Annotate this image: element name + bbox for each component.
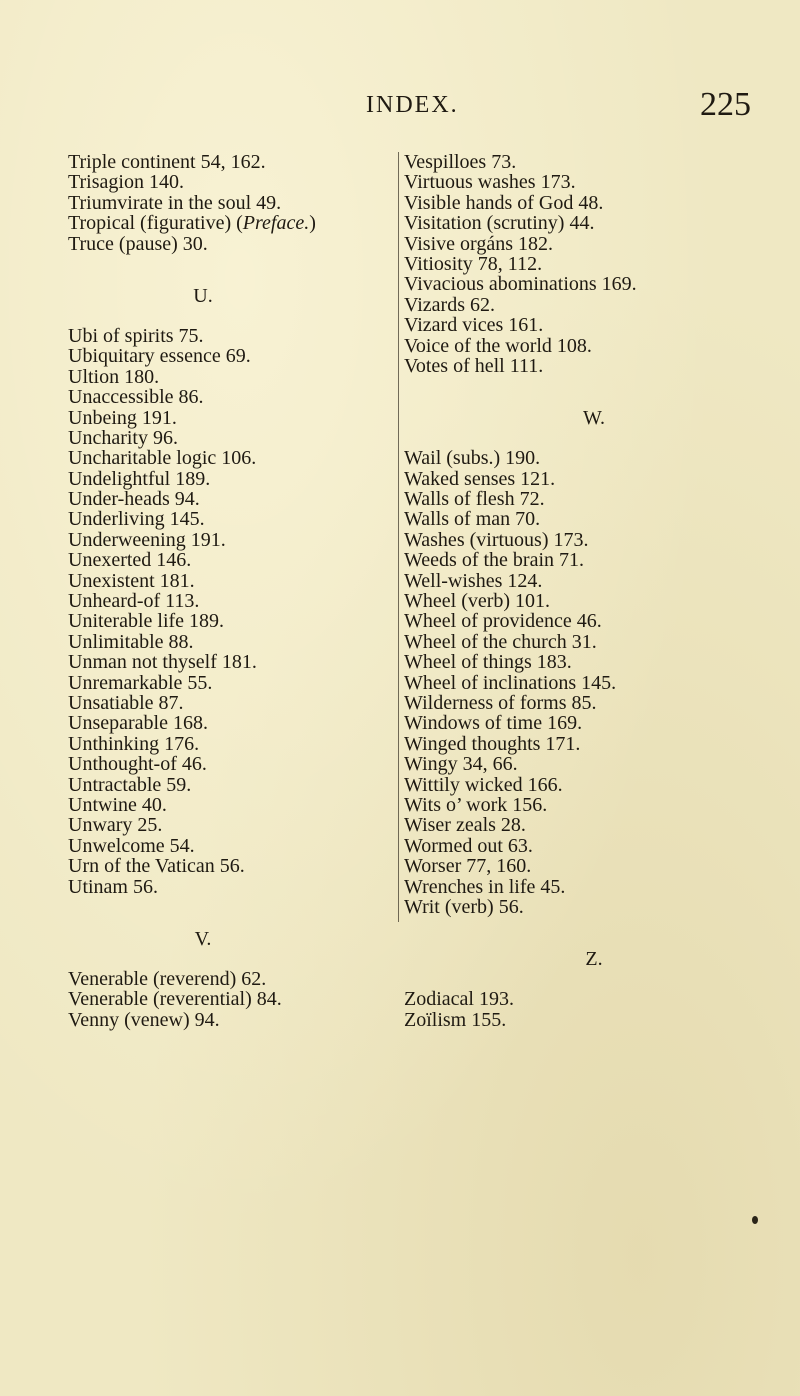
work-title-italic: Preface. (242, 212, 310, 235)
column-divider (398, 152, 399, 922)
page-number: 225 (700, 86, 751, 123)
index-entry: Unseparable 168. (68, 712, 208, 735)
index-entry: Vivacious abominations 169. (404, 273, 637, 296)
index-entry: Ubi of spirits 75. (68, 324, 204, 347)
index-entry: Wingy 34, 66. (404, 753, 518, 776)
index-entry: Uniterable life 189. (68, 610, 225, 633)
right-column (404, 152, 764, 1030)
section-heading-v: V. (194, 927, 212, 950)
u-entries-list (68, 326, 398, 897)
index-entry: Truce (pause) 30. (68, 232, 208, 255)
index-entry: Triple continent 54, 162. (68, 151, 266, 173)
index-entry: Wheel of providence 46. (404, 610, 602, 633)
index-entry: Wittily wicked 166. (404, 773, 563, 796)
index-entry: Unthought-of 46. (68, 753, 207, 776)
index-entry: Venerable (reverend) 62. (68, 967, 267, 990)
index-entry: Wail (subs.) 190. (404, 447, 541, 470)
index-entry: Wheel of things 183. (404, 651, 572, 674)
index-entry: Zoïlism 155. (404, 1008, 507, 1031)
index-entry: Urn of the Vatican 56. (68, 855, 245, 878)
v-entries-list (68, 969, 398, 1030)
index-entry: Wormed out 63. (404, 834, 533, 857)
index-entry: Wheel of the church 31. (404, 630, 597, 653)
index-entry: Wrenches in life 45. (404, 875, 566, 898)
entry-close: ) (309, 212, 316, 235)
index-entry: Vizards 62. (404, 293, 495, 316)
index-entry: Unremarkable 55. (68, 671, 213, 694)
index-entry: Visitation (scrutiny) 44. (404, 212, 595, 235)
index-entry: Underliving 145. (68, 508, 205, 531)
index-entry: Visible hands of God 48. (404, 191, 604, 214)
section-heading-z: Z. (585, 948, 603, 971)
index-entry: Unexerted 146. (68, 549, 192, 572)
index-entry: Virtuous washes 173. (404, 171, 576, 194)
section-heading-u: U. (193, 284, 213, 307)
ink-speck (752, 1216, 758, 1224)
index-entry: Weeds of the brain 71. (404, 549, 584, 572)
v-entries-list-continued (404, 152, 764, 376)
running-head: INDEX. (366, 92, 459, 118)
index-entry: Vizard vices 161. (404, 314, 544, 337)
index-entry: Washes (virtuous) 173. (404, 528, 589, 551)
index-entry: Uncharitable logic 106. (68, 447, 257, 470)
index-entry: Wheel (verb) 101. (404, 590, 551, 613)
index-entry: Venny (venew) 94. (68, 1008, 220, 1031)
section-heading-w: W. (582, 407, 606, 430)
index-entry: Walls of flesh 72. (404, 488, 545, 511)
index-entry: Unheard-of 113. (68, 590, 200, 613)
index-entry: Unexistent 181. (68, 569, 195, 592)
index-entry: Untractable 59. (68, 773, 192, 796)
index-entry: Worser 77, 160. (404, 855, 532, 878)
index-entry: Wheel of inclinations 145. (404, 671, 617, 694)
index-entry: Wits o’ work 156. (404, 793, 548, 816)
index-entry: Trisagion 140. (68, 171, 184, 194)
index-entry: Windows of time 169. (404, 712, 583, 735)
index-entry: Ultion 180. (68, 365, 160, 388)
index-entry: Venerable (reverential) 84. (68, 988, 282, 1011)
w-entries-list (404, 448, 764, 917)
index-entry: Unbeing 191. (68, 406, 177, 429)
entry-text: Tropical (figurative) ( (68, 212, 243, 235)
index-entry: Voice of the world 108. (404, 334, 592, 357)
index-entry: Unaccessible 86. (68, 386, 204, 409)
index-entry: Walls of man 70. (404, 508, 541, 531)
index-entry: Untwine 40. (68, 793, 167, 816)
index-entry: Visive orgáns 182. (404, 232, 553, 255)
index-entry: Zodiacal 193. (404, 988, 514, 1011)
index-entry: Under-heads 94. (68, 488, 200, 511)
index-entry: Unwary 25. (68, 814, 163, 837)
index-entry: Unman not thyself 181. (68, 651, 257, 674)
index-entry: Undelightful 189. (68, 467, 211, 490)
index-entry: Ubiquitary essence 69. (68, 345, 251, 368)
index-entry: Well-wishes 124. (404, 569, 543, 592)
index-entry: Wilderness of forms 85. (404, 691, 597, 714)
index-entry: Unthinking 176. (68, 732, 200, 755)
page-header (0, 86, 800, 132)
index-entry: Unwelcome 54. (68, 834, 195, 857)
index-entry: Writ (verb) 56. (404, 895, 524, 918)
index-entry: Unsatiable 87. (68, 691, 184, 714)
index-entry: Uncharity 96. (68, 426, 178, 449)
index-entry: Utinam 56. (68, 875, 158, 898)
index-entry: Vitiosity 78, 112. (404, 252, 543, 275)
index-entry: Wiser zeals 28. (404, 814, 526, 837)
z-entries-list (404, 989, 764, 1030)
index-entry-tropical (68, 213, 398, 233)
index-entry: Waked senses 121. (404, 467, 556, 490)
index-entry: Votes of hell 111. (404, 354, 544, 377)
index-entry: Vespilloes 73. (404, 151, 517, 173)
index-entry: Winged thoughts 171. (404, 732, 581, 755)
index-entry: Unlimitable 88. (68, 630, 194, 653)
index-entry: Underweening 191. (68, 528, 226, 551)
left-column (68, 152, 398, 1030)
index-entry: Triumvirate in the soul 49. (68, 191, 282, 214)
